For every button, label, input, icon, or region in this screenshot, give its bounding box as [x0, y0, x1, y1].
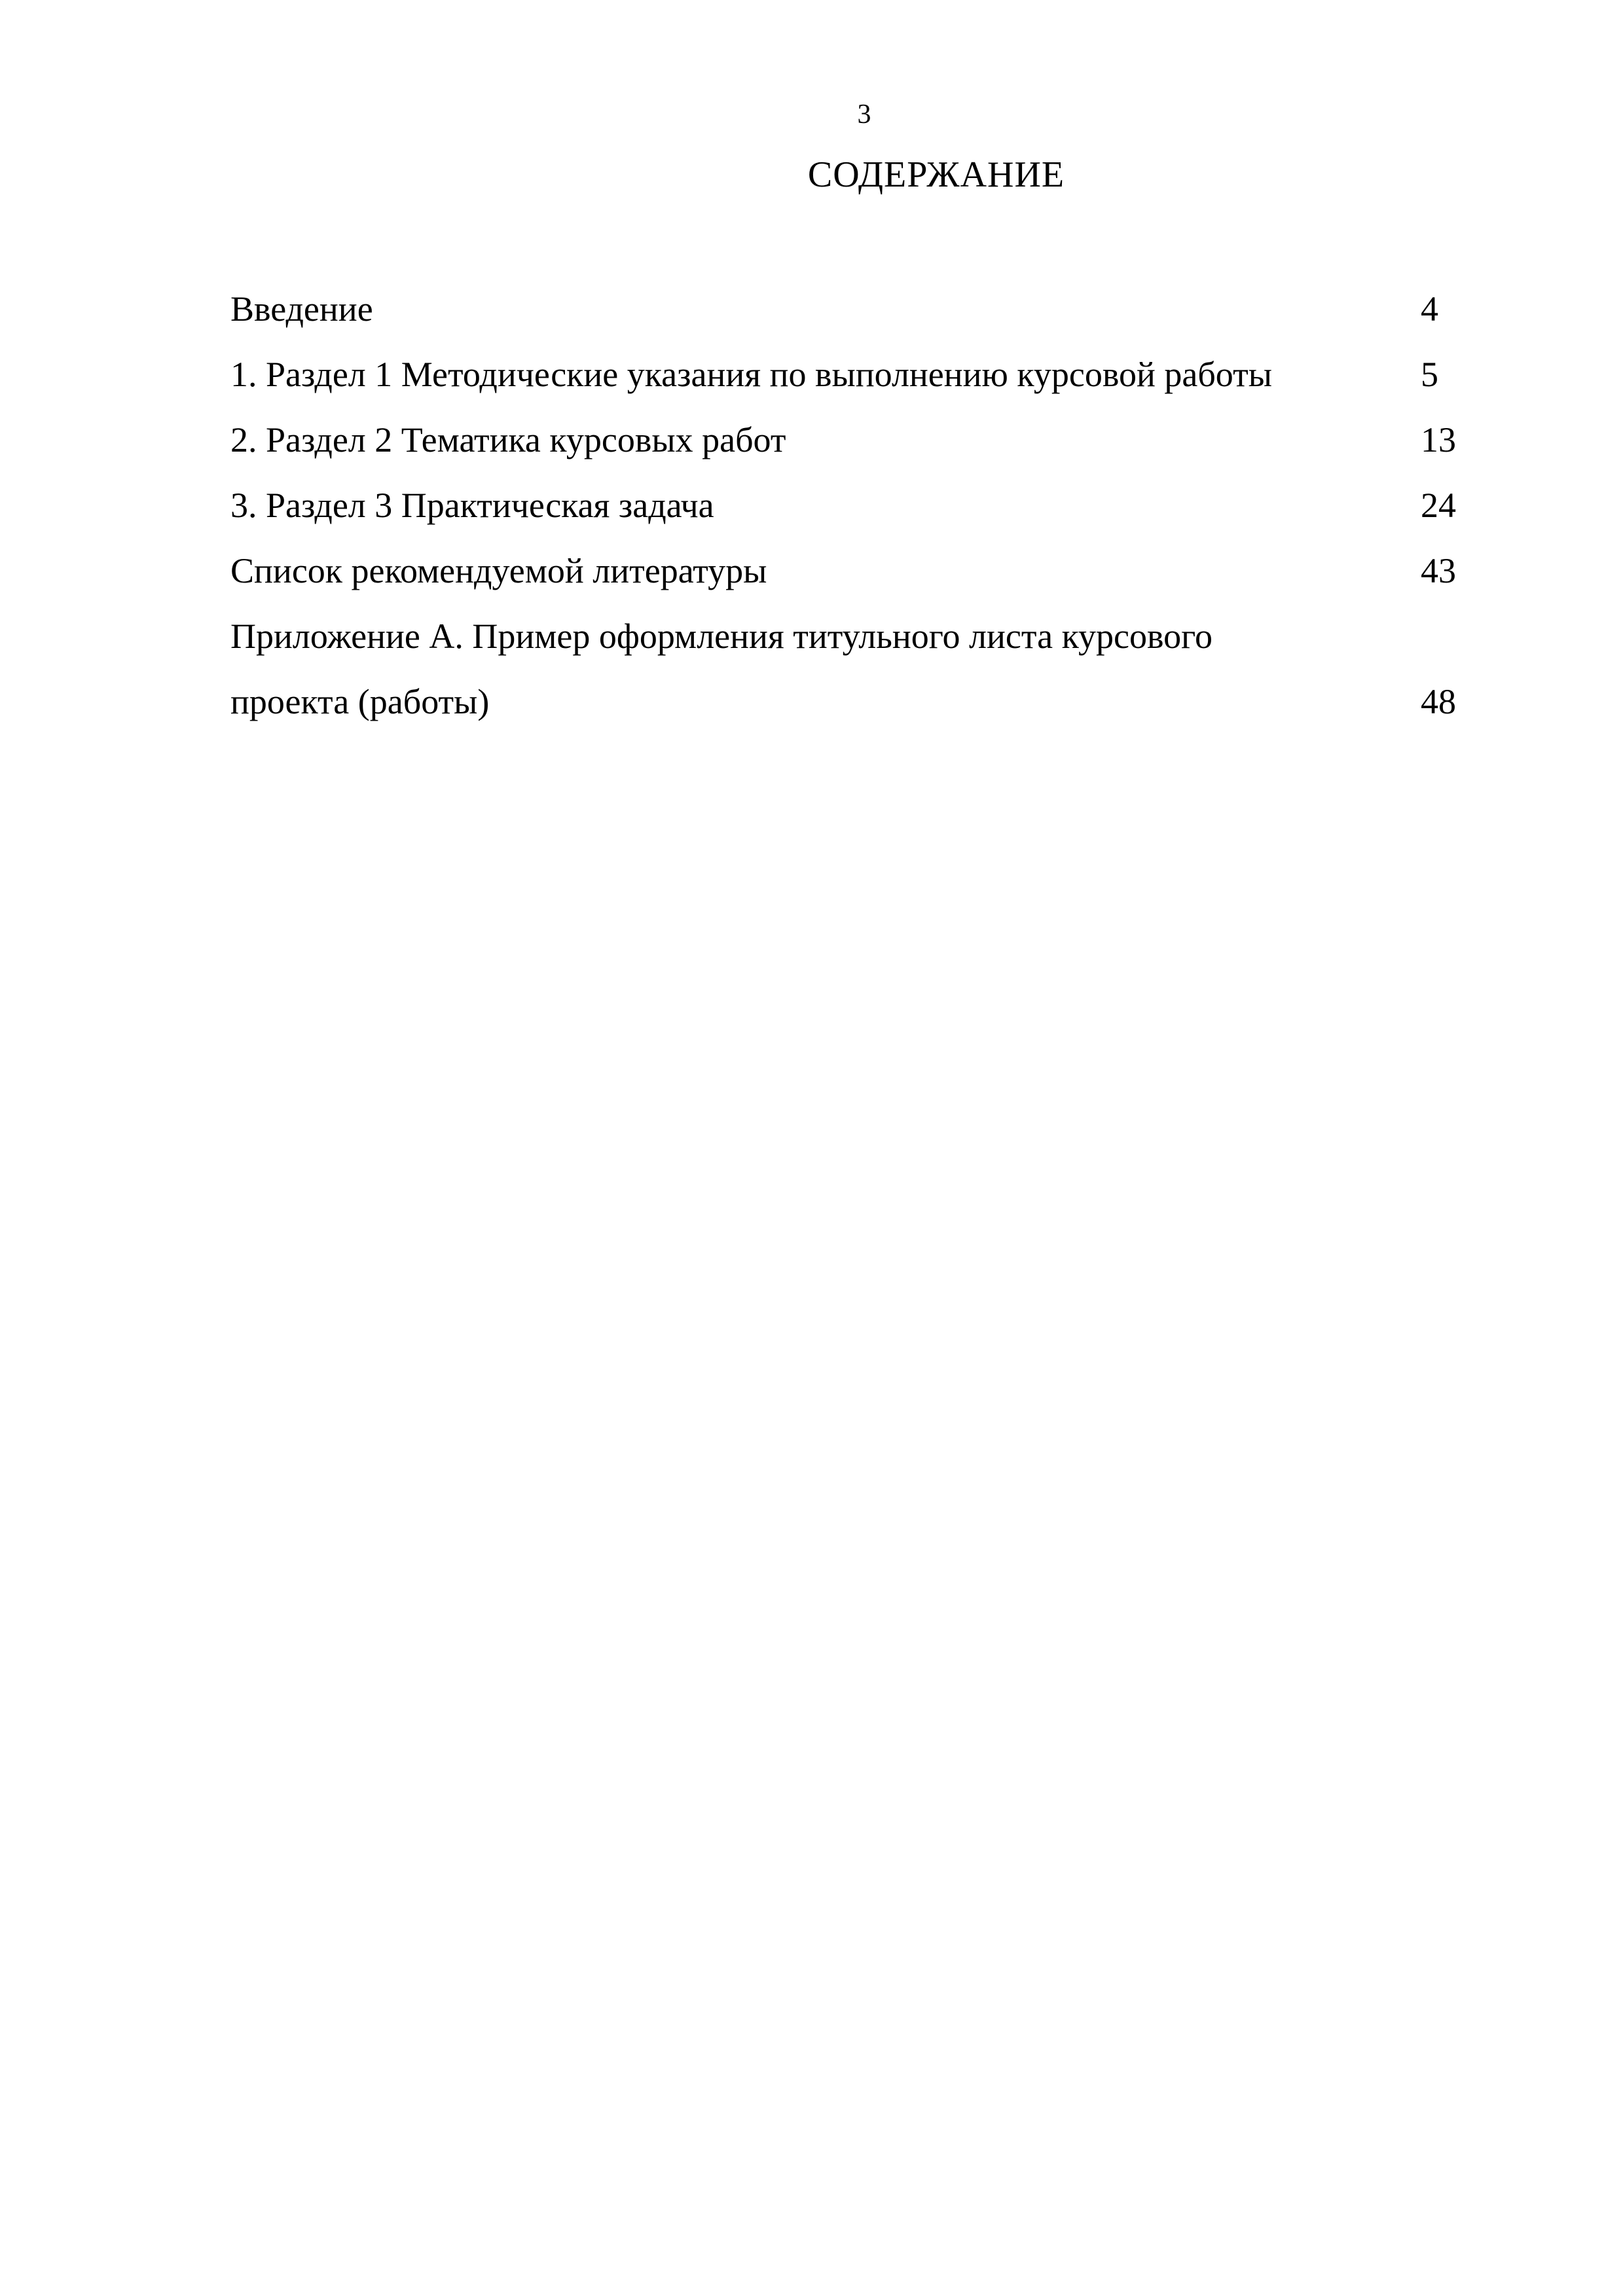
toc-entry-text-line-2: проекта (работы) [230, 682, 490, 721]
toc-entry-text: Список рекомендуемой литературы [230, 551, 767, 590]
page-title: СОДЕРЖАНИЕ [807, 154, 1065, 195]
toc-entry-page: 24 [1421, 486, 1456, 525]
toc-entry-references[interactable] [230, 543, 1458, 598]
toc-entry-page: 43 [1421, 551, 1456, 590]
toc-entry-appendix-a[interactable] [230, 609, 1458, 664]
toc-entry-page: 48 [1421, 682, 1456, 721]
toc-entry-page: 4 [1421, 289, 1438, 329]
toc-entry-section-1[interactable] [230, 347, 1458, 402]
toc-entry-introduction[interactable] [230, 281, 1458, 336]
toc-entry-text-line-1: Приложение А. Пример оформления титульного листа курсового [230, 617, 1213, 656]
toc-entry-text: 2. Раздел 2 Тематика курсовых работ [230, 420, 786, 459]
toc-entry-section-3[interactable] [230, 478, 1458, 533]
toc-entry-page: 5 [1421, 355, 1438, 394]
toc-entry-text: Введение [230, 289, 373, 329]
page-number: 3 [857, 99, 871, 130]
toc-entry-text: 1. Раздел 1 Методические указания по выполнению курсовой работы [230, 355, 1272, 394]
toc-entry-appendix-a-continued[interactable] [230, 674, 1458, 729]
toc-entry-text: 3. Раздел 3 Практическая задача [230, 486, 714, 525]
toc-entry-section-2[interactable] [230, 412, 1458, 467]
toc-entry-page: 13 [1421, 420, 1456, 459]
